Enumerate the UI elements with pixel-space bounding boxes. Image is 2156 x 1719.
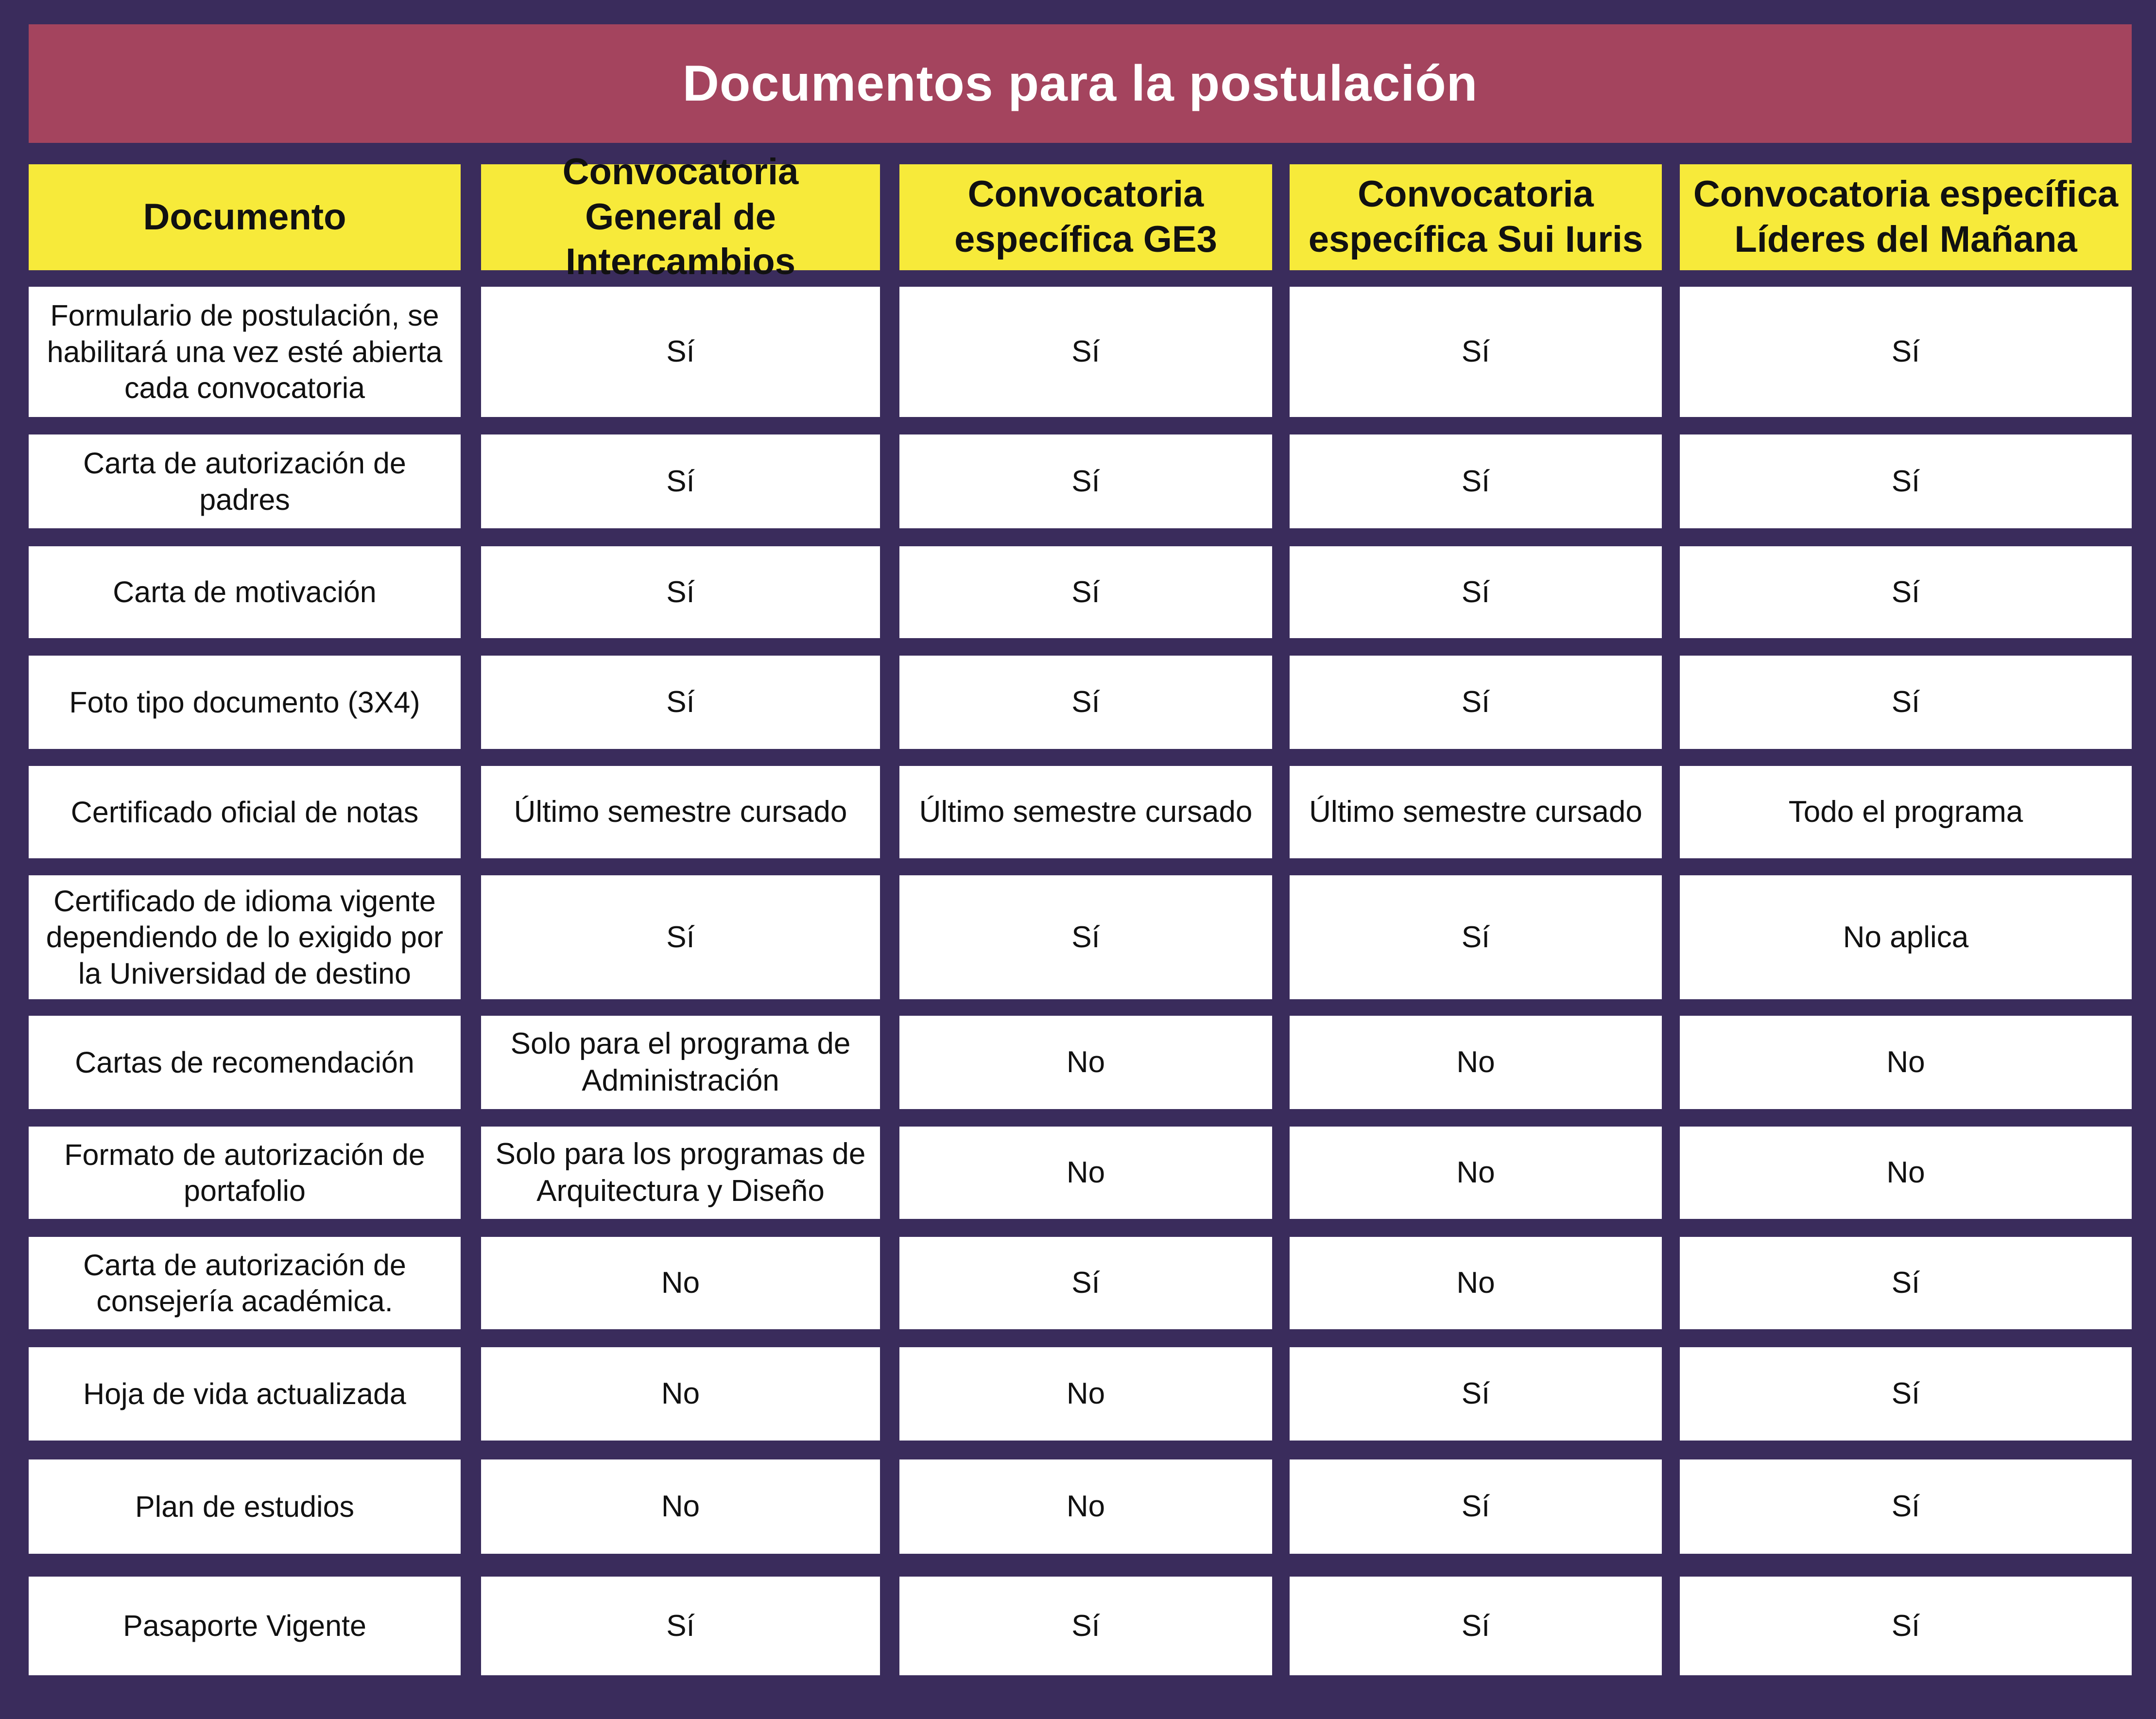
requirement-cell-general-intercambios: Solo para el programa de Administración [481, 1016, 880, 1109]
requirement-cell-ge3: No [899, 1347, 1272, 1441]
column-header-ge3: Convocatoria específica GE3 [899, 164, 1272, 270]
requirement-cell-lideres-del-manana: No [1680, 1016, 2132, 1109]
requirement-cell-ge3: No [899, 1016, 1272, 1109]
requirement-cell-general-intercambios: Sí [481, 287, 880, 417]
requirement-cell-ge3: Sí [899, 287, 1272, 417]
requirement-cell-lideres-del-manana: Sí [1680, 434, 2132, 528]
requirement-cell-sui-iuris: Sí [1290, 546, 1662, 638]
requirement-cell-general-intercambios: Sí [481, 434, 880, 528]
requirement-cell-lideres-del-manana: Sí [1680, 656, 2132, 749]
requirement-cell-lideres-del-manana: Todo el programa [1680, 766, 2132, 858]
requirement-cell-sui-iuris: No [1290, 1237, 1662, 1329]
requirement-cell-general-intercambios: No [481, 1347, 880, 1441]
requirement-cell-lideres-del-manana: No aplica [1680, 875, 2132, 999]
requirement-cell-ge3: Sí [899, 1577, 1272, 1675]
requirement-cell-sui-iuris: Sí [1290, 1459, 1662, 1554]
requirement-cell-sui-iuris: Sí [1290, 287, 1662, 417]
requirement-cell-general-intercambios: No [481, 1237, 880, 1329]
requirement-cell-general-intercambios: Solo para los programas de Arquitectura y Diseño [481, 1127, 880, 1219]
requirement-cell-sui-iuris: Sí [1290, 656, 1662, 749]
document-name-cell: Carta de autorización de padres [29, 434, 461, 528]
document-name-cell: Carta de motivación [29, 546, 461, 638]
requirement-cell-ge3: Sí [899, 875, 1272, 999]
requirement-cell-ge3: Sí [899, 656, 1272, 749]
document-name-cell: Hoja de vida actualizada [29, 1347, 461, 1441]
requirement-cell-lideres-del-manana: Sí [1680, 1459, 2132, 1554]
requirement-cell-ge3: Último semestre cursado [899, 766, 1272, 858]
page-title: Documentos para la postulación [682, 55, 1478, 112]
column-header-sui-iuris: Convocatoria específica Sui Iuris [1290, 164, 1662, 270]
document-name-cell: Cartas de recomendación [29, 1016, 461, 1109]
document-name-cell: Certificado oficial de notas [29, 766, 461, 858]
requirement-cell-lideres-del-manana: No [1680, 1127, 2132, 1219]
requirement-cell-ge3: Sí [899, 546, 1272, 638]
requirement-cell-sui-iuris: Sí [1290, 1347, 1662, 1441]
requirement-cell-sui-iuris: Sí [1290, 434, 1662, 528]
column-header-lideres-del-manana: Convocatoria específica Líderes del Mañana [1680, 164, 2132, 270]
requirement-cell-sui-iuris: Último semestre cursado [1290, 766, 1662, 858]
requirement-cell-general-intercambios: Sí [481, 546, 880, 638]
requirement-cell-ge3: Sí [899, 1237, 1272, 1329]
title-banner [29, 24, 2132, 143]
document-name-cell: Formato de autorización de portafolio [29, 1127, 461, 1219]
requirement-cell-lideres-del-manana: Sí [1680, 1577, 2132, 1675]
requirement-cell-sui-iuris: No [1290, 1127, 1662, 1219]
requirement-cell-general-intercambios: Sí [481, 875, 880, 999]
document-name-cell: Carta de autorización de consejería académica. [29, 1237, 461, 1329]
requirement-cell-sui-iuris: Sí [1290, 1577, 1662, 1675]
document-name-cell: Foto tipo documento (3X4) [29, 656, 461, 749]
requirement-cell-lideres-del-manana: Sí [1680, 1237, 2132, 1329]
document-name-cell: Plan de estudios [29, 1459, 461, 1554]
requirement-cell-general-intercambios: Sí [481, 656, 880, 749]
column-header-general-intercambios: Convocatoria General de Intercambios [481, 164, 880, 270]
requirement-cell-ge3: No [899, 1459, 1272, 1554]
column-header-documento: Documento [29, 164, 461, 270]
requirement-cell-general-intercambios: Último semestre cursado [481, 766, 880, 858]
requirement-cell-lideres-del-manana: Sí [1680, 1347, 2132, 1441]
document-name-cell: Pasaporte Vigente [29, 1577, 461, 1675]
requirement-cell-general-intercambios: Sí [481, 1577, 880, 1675]
requirement-cell-lideres-del-manana: Sí [1680, 287, 2132, 417]
document-name-cell: Certificado de idioma vigente dependiendo de lo exigido por la Universidad de destino [29, 875, 461, 999]
requirement-cell-general-intercambios: No [481, 1459, 880, 1554]
requirement-cell-lideres-del-manana: Sí [1680, 546, 2132, 638]
requirement-cell-sui-iuris: Sí [1290, 875, 1662, 999]
requirement-cell-ge3: Sí [899, 434, 1272, 528]
requirement-cell-sui-iuris: No [1290, 1016, 1662, 1109]
requirement-cell-ge3: No [899, 1127, 1272, 1219]
document-name-cell: Formulario de postulación, se habilitará una vez esté abierta cada convocatoria [29, 287, 461, 417]
